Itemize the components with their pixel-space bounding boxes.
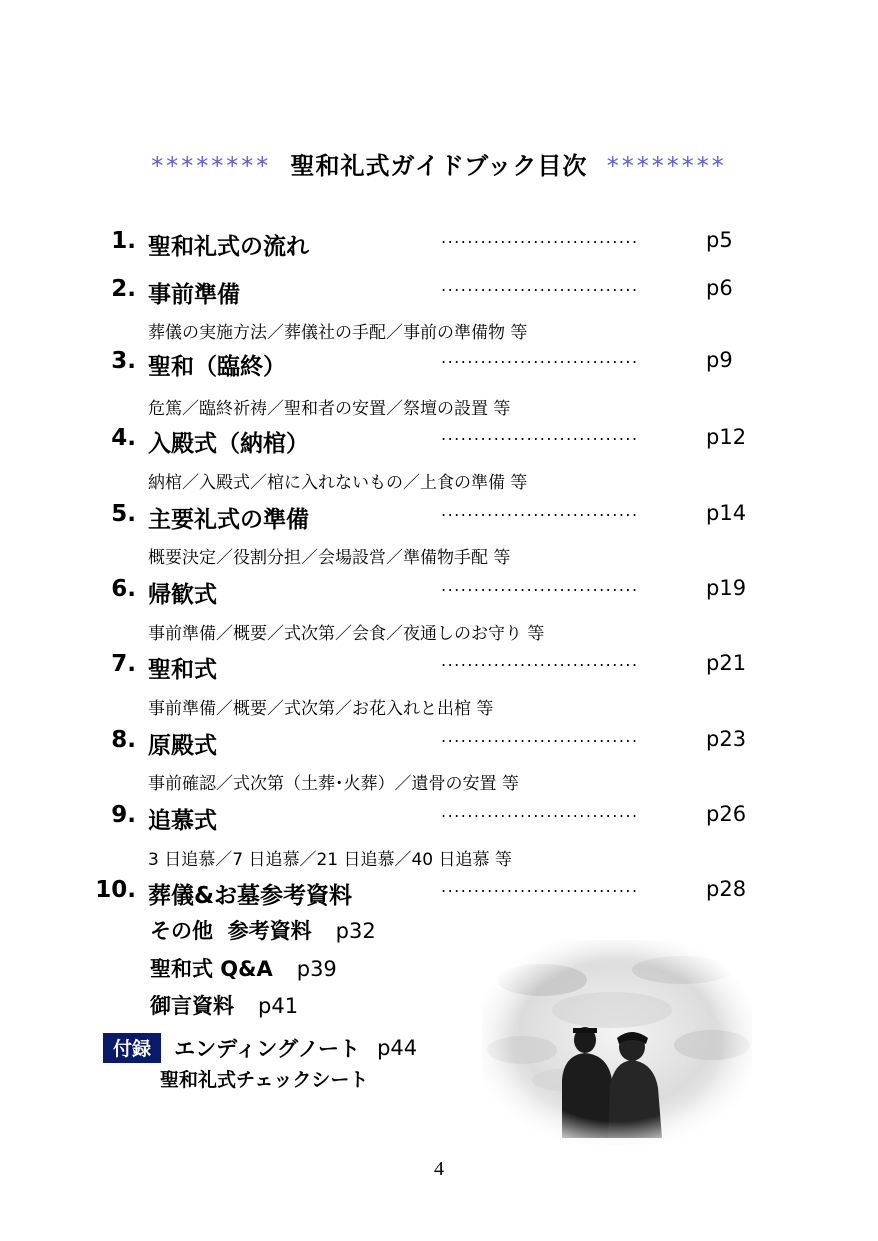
entry-number: 4. <box>111 425 136 451</box>
entry-page: p21 <box>706 651 747 675</box>
entry-label: 聖和（臨終） <box>148 354 286 380</box>
entry-number: 10. <box>95 877 136 903</box>
toc-entry-6[interactable] <box>0 576 878 608</box>
entry-number: 2. <box>111 276 136 302</box>
entry-label: 追慕式 <box>148 808 217 834</box>
entry-page: p39 <box>296 957 337 981</box>
entry-subtopics: 葬儀の実施方法／葬儀社の手配／事前の準備物 等 <box>148 323 528 343</box>
leader-dots: .............................. <box>441 651 639 670</box>
entry-label: 聖和式 <box>148 657 217 683</box>
entry-page: p19 <box>706 576 747 600</box>
toc-entry-4[interactable] <box>0 425 878 457</box>
page-number: 4 <box>434 1158 444 1180</box>
entry-subtopics: 事前確認／式次第（土葬･火葬）／遺骨の安置 等 <box>148 774 519 794</box>
entry-page: p12 <box>706 425 747 449</box>
entry-page: p6 <box>706 276 733 300</box>
entry-number: 7. <box>111 651 136 677</box>
entry-number: 3. <box>111 348 136 374</box>
entry-subtopics: 危篤／臨終祈祷／聖和者の安置／祭壇の設置 等 <box>148 399 511 419</box>
appendix-label: エンディングノート <box>174 1037 360 1061</box>
entry-label: 聖和礼式の流れ <box>148 234 309 260</box>
toc-entry-3[interactable] <box>0 348 878 380</box>
title-stars-left: ******** <box>151 152 272 180</box>
entry-page: p9 <box>706 348 733 372</box>
appendix-page: p44 <box>377 1036 418 1060</box>
appendix-label-2: 聖和礼式チェックシート <box>160 1069 369 1091</box>
leader-dots: .............................. <box>441 727 639 746</box>
toc-entry-5[interactable] <box>0 501 878 533</box>
entry-label: 入殿式（納棺） <box>148 431 309 457</box>
entry-number: 6. <box>111 576 136 602</box>
entry-number: 1. <box>111 228 136 254</box>
entry-subtopics: 概要決定／役割分担／会場設営／準備物手配 等 <box>148 548 511 568</box>
entry-page: p23 <box>706 727 747 751</box>
entry-page: p28 <box>706 877 747 901</box>
entry-label: 帰歓式 <box>148 582 217 608</box>
entry-label: 事前準備 <box>148 282 240 308</box>
entry-number: 8. <box>111 727 136 753</box>
toc-entry-2[interactable] <box>0 276 878 308</box>
entry-subtopics: 事前準備／概要／式次第／会食／夜通しのお守り 等 <box>148 624 545 644</box>
toc-entry-1[interactable] <box>0 228 878 260</box>
entry-page: p26 <box>706 802 747 826</box>
entry-label <box>150 990 298 1020</box>
entry-label <box>150 953 337 983</box>
entry-subtopics: 3 日追慕／7 日追慕／21 日追慕／40 日追慕 等 <box>148 850 512 870</box>
entry-label: 葬儀&お墓参考資料 <box>148 883 353 909</box>
entry-number: 9. <box>111 802 136 828</box>
entry-label: 主要礼式の準備 <box>148 507 309 533</box>
appendix-badge: 付録 <box>103 1033 161 1063</box>
entry-number: 5. <box>111 501 136 527</box>
leader-dots: .............................. <box>441 348 639 367</box>
toc-entry-11[interactable] <box>0 915 560 945</box>
entry-page: p41 <box>258 994 299 1018</box>
entry-subtopics: 事前準備／概要／式次第／お花入れと出棺 等 <box>148 699 494 719</box>
couple-silhouette-image <box>482 940 752 1145</box>
leader-dots: .............................. <box>441 276 639 295</box>
toc-entry-9[interactable] <box>0 802 878 834</box>
leader-dots: .............................. <box>441 576 639 595</box>
entry-label-text: その他 参考資料 <box>150 919 312 943</box>
entry-label: 原殿式 <box>148 733 217 759</box>
entry-label <box>150 915 376 945</box>
leader-dots: .............................. <box>441 228 639 247</box>
leader-dots: .............................. <box>441 425 639 444</box>
entry-page: p32 <box>335 919 376 943</box>
entry-page: p5 <box>706 228 733 252</box>
title-stars-right: ******** <box>606 152 727 180</box>
toc-entry-12[interactable] <box>0 953 560 983</box>
title-text: 聖和礼式ガイドブック目次 <box>290 152 588 180</box>
entry-label-text: 御言資料 <box>150 994 234 1018</box>
leader-dots: .............................. <box>441 877 639 896</box>
toc-entry-7[interactable] <box>0 651 878 683</box>
leader-dots: .............................. <box>441 802 639 821</box>
appendix-entry[interactable] <box>103 1033 417 1063</box>
toc-entry-8[interactable] <box>0 727 878 759</box>
leader-dots: .............................. <box>441 501 639 520</box>
entry-subtopics: 納棺／入殿式／棺に入れないもの／上食の準備 等 <box>148 473 528 493</box>
entry-label-text: 聖和式 Q&A <box>150 957 273 981</box>
entry-page: p14 <box>706 501 747 525</box>
toc-entry-10[interactable] <box>0 877 878 909</box>
toc-entry-13[interactable] <box>0 990 560 1020</box>
toc-title <box>0 146 878 181</box>
